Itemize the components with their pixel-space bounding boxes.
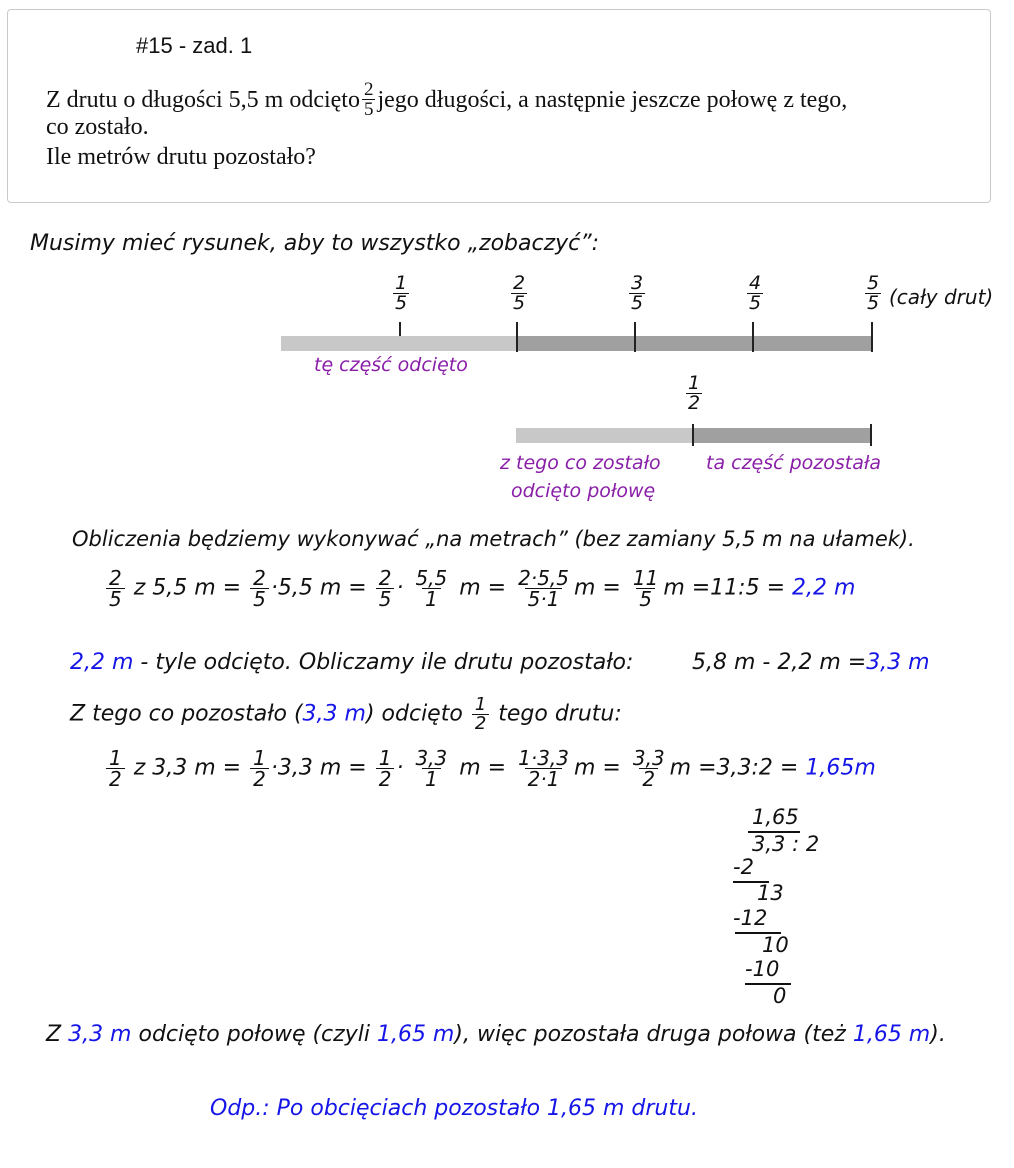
- eq1-result: 2,2 m: [792, 575, 856, 601]
- division-row: 0: [773, 984, 787, 1008]
- problem-text-after: jego długości, a następnie jeszcze połowę z tego,: [377, 87, 848, 114]
- division-row: 13: [757, 881, 784, 905]
- division-row: -12: [733, 906, 768, 930]
- tick-label-2-5: $\frac{2}{5}$: [512, 272, 526, 314]
- tick-label-5-5: $\frac{5}{5}$: [866, 272, 880, 314]
- division-row: -10: [745, 957, 780, 981]
- conclusion-line: Z 3,3 m odcięto połowę (czyli 1,65 m), więc pozostała druga połowa (też 1,65 m).: [46, 1022, 946, 1047]
- tick-mark: [399, 322, 401, 336]
- problem-fraction: $\frac{2}{5}$: [363, 79, 374, 120]
- problem-text-before: Z drutu o długości 5,5 m odcięto: [46, 87, 360, 114]
- problem-line-2: co zostało.: [46, 114, 149, 140]
- problem-title: #15 - zad. 1: [136, 33, 253, 58]
- division-quotient: 1,65: [752, 805, 799, 829]
- cut-part-label: tę część odcięto: [314, 354, 468, 376]
- remaining-expression: 5,8 m - 2,2 m =3,3 m: [692, 650, 930, 675]
- tick-label-4-5: $\frac{4}{5}$: [748, 272, 762, 314]
- tick-label-1-5: $\frac{1}{5}$: [394, 272, 408, 314]
- calc-note: Obliczenia będziemy wykonywać „na metrach” (bez zamiany 5,5 m na ułamek).: [72, 527, 915, 551]
- tick-mark: [692, 424, 694, 446]
- tick-label-3-5: $\frac{3}{5}$: [630, 272, 644, 314]
- cut-result-line: 2,2 m - tyle odcięto. Obliczamy ile drutu pozostało:: [70, 650, 634, 675]
- division-dividend: 3,3 : 2: [752, 832, 820, 856]
- problem-line-1: [46, 79, 848, 121]
- tick-mark: [871, 322, 873, 352]
- equation-1: $\frac{2}{5}$ z 5,5 m = $\frac{2}{5}$ ·5,5 m = $\frac{2}{5}$ · $\frac{5,5}{1}$ m = $\frac{2\cdot 5,5}{5\cdot 1}$ m = $\frac{11}{5}$ m =11:5 = 2,2 m: [104, 568, 855, 609]
- tick-mark: [634, 322, 636, 352]
- half-line: Z tego co pozostało (3,3 m) odcięto $\frac{1}{2}$ tego drutu:: [70, 694, 622, 734]
- eq2-result: 1,65m: [805, 755, 876, 781]
- rest-cut-segment: [516, 428, 693, 443]
- division-row: 10: [762, 933, 789, 957]
- half-label: $\frac{1}{2}$: [687, 372, 701, 414]
- equation-2: $\frac{1}{2}$ z 3,3 m = $\frac{1}{2}$ ·3,3 m = $\frac{1}{2}$ · $\frac{3,3}{1}$ m = $\frac{1\cdot 3,3}{2\cdot 1}$ m = $\frac{3,3}{2}$ m =3,3:2 = 1,65m: [104, 748, 876, 789]
- half-cut-label-2: odcięto połowę: [511, 480, 656, 502]
- wire-cut-segment: [281, 336, 516, 351]
- rest-remaining-segment: [693, 428, 871, 443]
- problem-line-3: Ile metrów drutu pozostało?: [46, 144, 316, 170]
- wire-rest-segment: [516, 336, 872, 351]
- half-cut-label-1: z tego co zostało: [500, 452, 661, 474]
- tick-mark: [870, 424, 872, 446]
- tick-mark: [752, 322, 754, 352]
- answer: Odp.: Po obcięciach pozostało 1,65 m drutu.: [210, 1096, 698, 1121]
- division-row: -2: [733, 855, 754, 879]
- whole-wire-label: (cały drut): [889, 285, 994, 309]
- remaining-part-label: ta część pozostała: [706, 452, 881, 474]
- tick-mark: [516, 322, 518, 352]
- intro-text: Musimy mieć rysunek, aby to wszystko „zobaczyć”:: [30, 231, 600, 256]
